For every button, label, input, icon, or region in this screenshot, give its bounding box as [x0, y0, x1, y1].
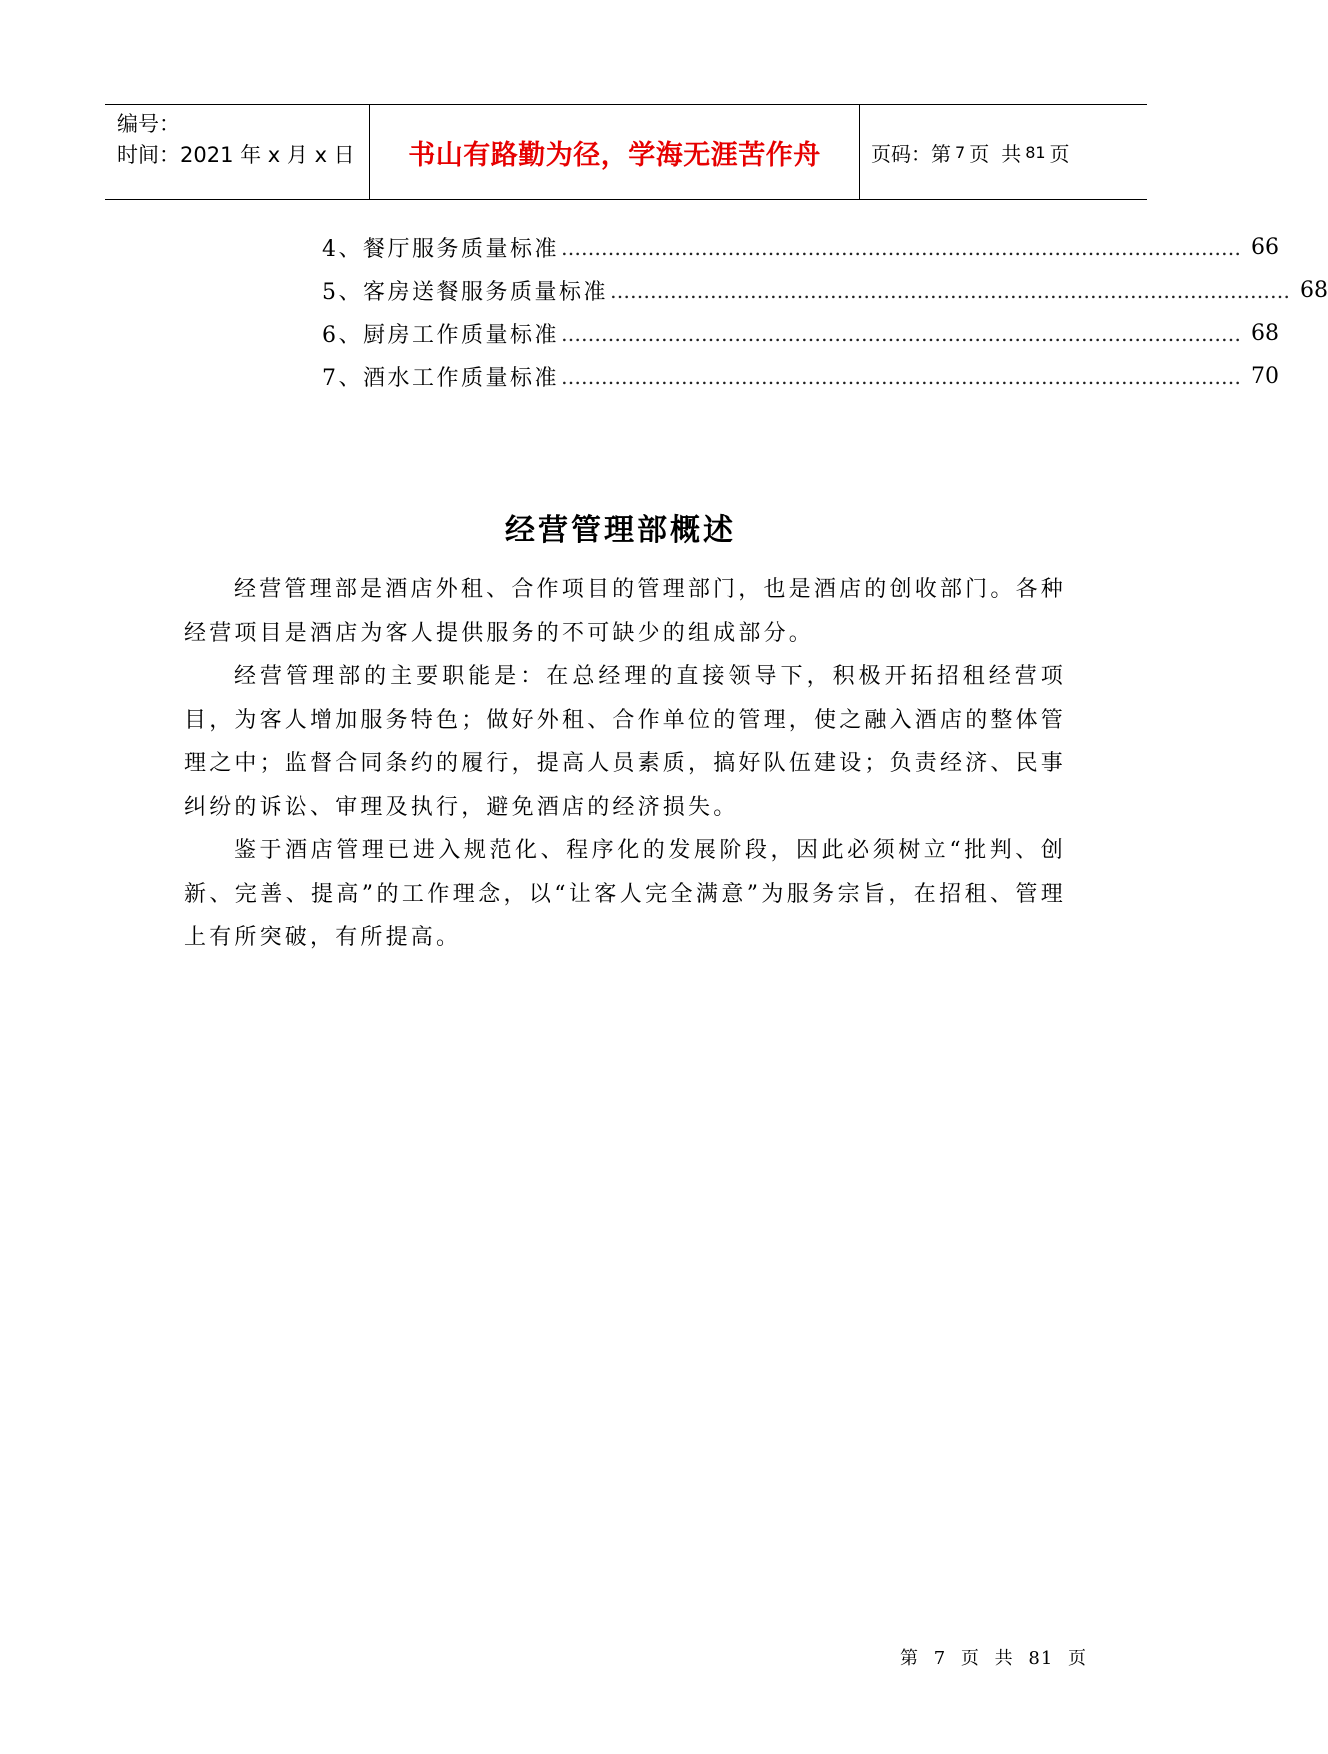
- header-page-mid: 页: [969, 141, 990, 166]
- page-header: [105, 104, 1147, 200]
- header-divider-left: [369, 105, 370, 199]
- toc-item-label: 7、酒水工作质量标准: [322, 366, 559, 391]
- toc-leader-dots: …………………………………………………………………………………………: [561, 321, 1241, 346]
- footer-total-pages: 81: [1028, 1648, 1054, 1669]
- toc-item-page: 66: [1251, 235, 1279, 260]
- toc-item-page: 68: [1251, 321, 1279, 346]
- toc-item[interactable]: [322, 355, 1279, 398]
- header-page-current: 7: [955, 142, 966, 162]
- toc-item-label: 5、客房送餐服务质量标准: [322, 280, 608, 305]
- header-divider-right: [859, 105, 860, 199]
- header-page-indicator: [871, 105, 1070, 199]
- header-page-total-prefix: 共: [1001, 141, 1022, 166]
- body-paragraph: 鉴于酒店管理已进入规范化、程序化的发展阶段，因此必须树立“批判、创新、完善、提高”的工作理念，以“让客人完全满意”为服务宗旨，在招租、管理上有所突破，有所提高。: [184, 838, 1066, 950]
- footer-suffix: 页: [1068, 1648, 1088, 1669]
- footer-total-prefix: 共: [994, 1648, 1014, 1669]
- body-paragraph: 经营管理部是酒店外租、合作项目的管理部门，也是酒店的创收部门。各种经营项目是酒店为客人提供服务的不可缺少的组成部分。: [184, 577, 1066, 646]
- footer-mid: 页: [960, 1648, 980, 1669]
- toc-item-label: 4、餐厅服务质量标准: [322, 237, 559, 262]
- header-meta: [117, 109, 362, 171]
- section-body: [184, 568, 1066, 960]
- footer-prefix: 第: [900, 1648, 919, 1669]
- toc-leader-dots: …………………………………………………………………………………………: [561, 235, 1241, 260]
- toc-item-page: 70: [1251, 364, 1279, 389]
- toc-item[interactable]: [322, 226, 1279, 269]
- header-page-total: 81: [1025, 142, 1046, 162]
- page-footer: [900, 1644, 1095, 1670]
- toc-item-page: 68: [1300, 278, 1328, 303]
- header-page-suffix: 页: [1049, 141, 1070, 166]
- table-of-contents: [322, 226, 1328, 398]
- document-number-label: 编号：: [117, 112, 180, 136]
- footer-current-page: 7: [933, 1648, 947, 1669]
- section-title: 经营管理部概述: [505, 513, 736, 548]
- toc-item[interactable]: [322, 269, 1328, 312]
- toc-item-label: 6、厨房工作质量标准: [322, 323, 559, 348]
- header-motto: 书山有路勤为径，学海无涯苦作舟: [408, 139, 821, 171]
- toc-item[interactable]: [322, 312, 1279, 355]
- header-page-prefix: 页码：第: [871, 141, 951, 166]
- toc-leader-dots: …………………………………………………………………………………………: [610, 278, 1290, 303]
- toc-leader-dots: …………………………………………………………………………………………: [561, 364, 1241, 389]
- document-time-label: 时间：2021 年 x 月 x 日: [117, 143, 355, 167]
- body-paragraph: 经营管理部的主要职能是：在总经理的直接领导下，积极开拓招租经营项目，为客人增加服务特色；做好外租、合作单位的管理，使之融入酒店的整体管理之中；监督合同条约的履行，提高人员素质，搞好队伍建设；负责经济、民事纠纷的诉讼、审理及执行，避免酒店的经济损失。: [184, 664, 1067, 820]
